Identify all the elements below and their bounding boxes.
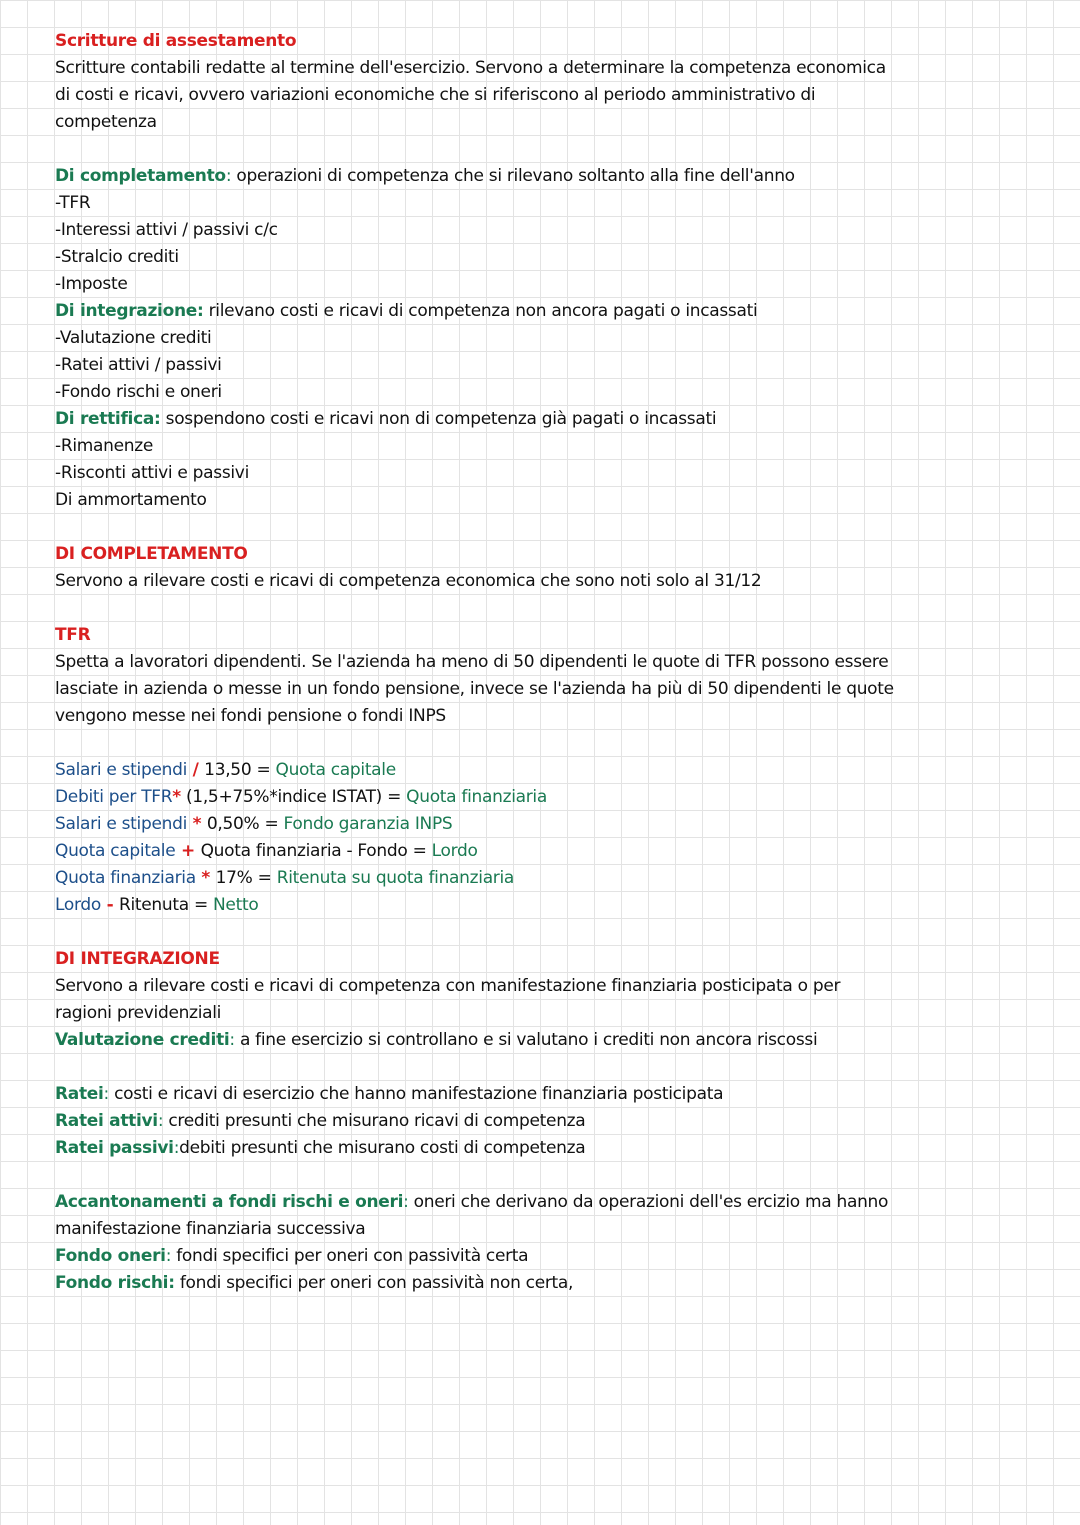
list-item: -Rimanenze bbox=[55, 436, 154, 456]
fondo-oneri-definition: Fondo oneri: fondi specifici per oneri con passività certa bbox=[55, 1246, 529, 1266]
list-item: -Valutazione crediti bbox=[55, 328, 212, 348]
list-item: -Risconti attivi e passivi bbox=[55, 463, 249, 483]
integrazione-definition: Di integrazione: rilevano costi e ricavi di competenza non ancora pagati o incassati bbox=[55, 301, 758, 321]
formula-quota-capitale: Salari e stipendi / 13,50 = Quota capitale bbox=[55, 760, 396, 780]
fondo-rischi-definition: Fondo rischi: fondi specifici per oneri con passività non certa, bbox=[55, 1273, 574, 1293]
completamento-definition: Di completamento: operazioni di competenza che si rilevano soltanto alla fine dell'anno bbox=[55, 166, 795, 186]
intro-line-1: Scritture contabili redatte al termine dell'esercizio. Servono a determinare la competenza economica bbox=[55, 58, 886, 78]
formula-fondo-garanzia: Salari e stipendi * 0,50% = Fondo garanzia INPS bbox=[55, 814, 453, 834]
section-title-tfr: TFR bbox=[55, 625, 91, 645]
rettifica-definition: Di rettifica: sospendono costi e ricavi non di competenza già pagati o incassati bbox=[55, 409, 717, 429]
notes-page bbox=[55, 28, 1045, 1297]
list-item: -Imposte bbox=[55, 274, 128, 294]
list-item: -Fondo rischi e oneri bbox=[55, 382, 222, 402]
section-title-integrazione: DI INTEGRAZIONE bbox=[55, 949, 220, 969]
section-title-completamento: DI COMPLETAMENTO bbox=[55, 544, 248, 564]
integrazione-text-1: Servono a rilevare costi e ricavi di competenza con manifestazione finanziaria posticipata o per bbox=[55, 976, 841, 996]
formula-quota-finanziaria: Debiti per TFR* (1,5+75%*indice ISTAT) = Quota finanziaria bbox=[55, 787, 547, 807]
formula-netto: Lordo - Ritenuta = Netto bbox=[55, 895, 259, 915]
formula-lordo: Quota capitale + Quota finanziaria - Fondo = Lordo bbox=[55, 841, 478, 861]
ammortamento-line: Di ammortamento bbox=[55, 490, 207, 510]
intro-line-3: competenza bbox=[55, 112, 157, 132]
list-item: -Interessi attivi / passivi c/c bbox=[55, 220, 278, 240]
ratei-definition: Ratei: costi e ricavi di esercizio che hanno manifestazione finanziaria posticipata bbox=[55, 1084, 724, 1104]
ratei-attivi-definition: Ratei attivi: crediti presunti che misurano ricavi di competenza bbox=[55, 1111, 586, 1131]
list-item: -Stralcio crediti bbox=[55, 247, 179, 267]
integrazione-text-2: ragioni previdenziali bbox=[55, 1003, 222, 1023]
tfr-text-2: lasciate in azienda o messe in un fondo pensione, invece se l'azienda ha più di 50 dipendenti le quote bbox=[55, 679, 894, 699]
list-item: -Ratei attivi / passivi bbox=[55, 355, 222, 375]
section-title-scritture: Scritture di assestamento bbox=[55, 31, 297, 51]
valutazione-crediti-definition: Valutazione crediti: a fine esercizio si controllano e si valutano i crediti non ancora riscossi bbox=[55, 1030, 818, 1050]
formula-ritenuta: Quota finanziaria * 17% = Ritenuta su quota finanziaria bbox=[55, 868, 515, 888]
accantonamenti-definition: Accantonamenti a fondi rischi e oneri: oneri che derivano da operazioni dell'es ercizio ma hanno bbox=[55, 1192, 889, 1212]
completamento-text: Servono a rilevare costi e ricavi di competenza economica che sono noti solo al 31/12 bbox=[55, 571, 762, 591]
tfr-text-3: vengono messe nei fondi pensione o fondi INPS bbox=[55, 706, 446, 726]
ratei-passivi-definition: Ratei passivi:debiti presunti che misurano costi di competenza bbox=[55, 1138, 586, 1158]
list-item: -TFR bbox=[55, 193, 91, 213]
tfr-text-1: Spetta a lavoratori dipendenti. Se l'azienda ha meno di 50 dipendenti le quote di TFR possono essere bbox=[55, 652, 889, 672]
intro-line-2: di costi e ricavi, ovvero variazioni economiche che si riferiscono al periodo amministrativo di bbox=[55, 85, 816, 105]
term-integrazione: Di integrazione: bbox=[55, 301, 204, 321]
term-rettifica: Di rettifica: bbox=[55, 409, 161, 429]
accantonamenti-continuation: manifestazione finanziaria successiva bbox=[55, 1219, 366, 1239]
term-completamento: Di completamento bbox=[55, 166, 226, 186]
